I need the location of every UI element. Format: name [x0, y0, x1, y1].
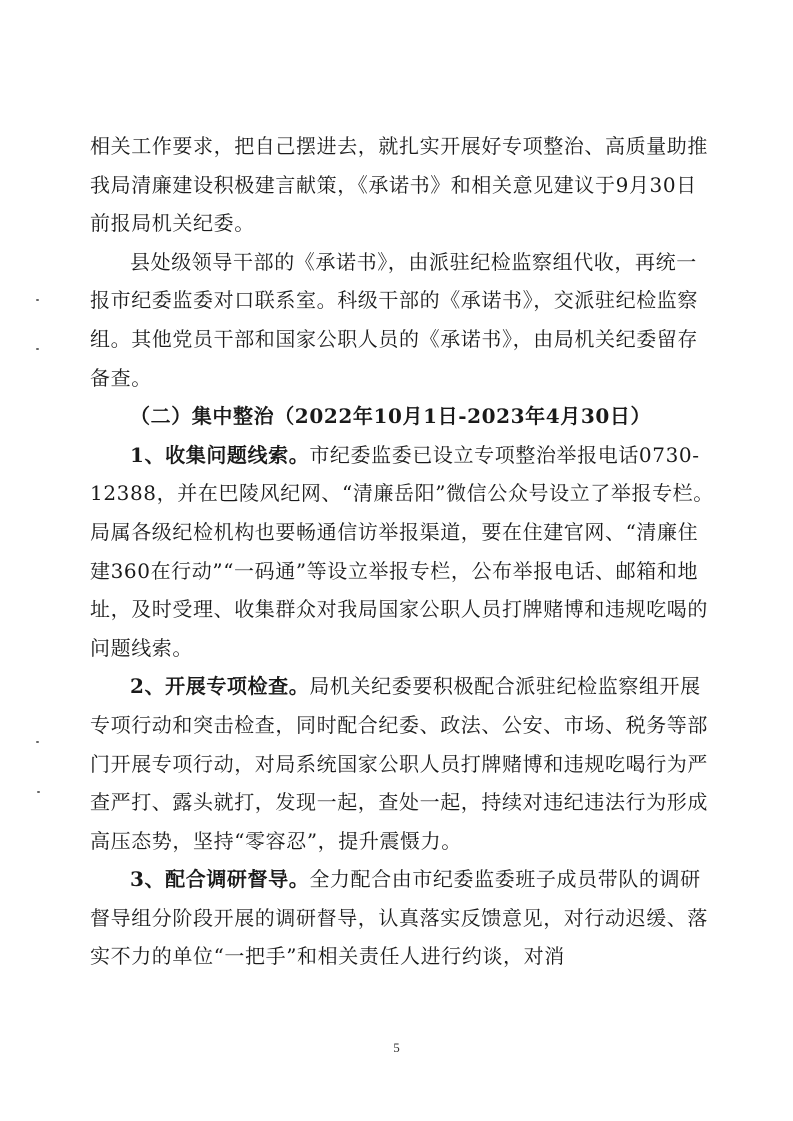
- paragraph-text: 县处级领导干部的《承诺书》，由派驻纪检监察组代收，再统一报市纪委监委对口联系室。科级干部的《承诺书》，交派驻纪检监察组。其他党员干部和国家公职人员的《承诺书》，由局机关纪委留存备查。: [90, 249, 698, 390]
- paragraph-text: 全力配合由市纪委监委班子成员带队的调研督导组分阶段开展的调研督导，认真落实反馈意见，对行动迟缓、落实不力的单位“一把手”和相关责任人进行约谈，对消: [90, 867, 708, 969]
- paragraph-research-supervision: [90, 860, 715, 976]
- scan-speck: [36, 348, 39, 350]
- paragraph-lead: 3、配合调研督导。: [130, 867, 310, 892]
- paragraph-text: 相关工作要求，把自己摆进去，就扎实开展好专项整治、高质量助推我局清廉建设积极建言献策，《承诺书》和相关意见建议于9月30日前报局机关纪委。: [90, 134, 708, 236]
- paragraph-text: 局机关纪委要积极配合派驻纪检监察组开展专项行动和突击检查，同时配合纪委、政法、公安、市场、税务等部门开展专项行动，对局系统国家公职人员打牌赌博和违规吃喝行为严查严打、露头就打，发现一起，查处一起，持续对违纪违法行为形成高压态势，坚持“零容忍”，提升震慑力。: [90, 674, 708, 853]
- page-number: 5: [393, 1040, 400, 1055]
- paragraph-continued: [90, 127, 715, 243]
- scan-speck: [36, 299, 39, 301]
- section-heading-text: （二）集中整治（2022年10月1日-2023年4月30日）: [130, 404, 652, 429]
- section-heading-centralized-rectification: [90, 397, 715, 436]
- paragraph-lead: 1、收集问题线索。: [130, 442, 310, 467]
- paragraph-commitment-submission: [90, 243, 715, 397]
- document-body: [90, 127, 715, 976]
- paragraph-collect-clues: [90, 436, 715, 668]
- paragraph-special-inspection: [90, 667, 715, 860]
- paragraph-text: 市纪委监委已设立专项整治举报电话0730-12388，并在巴陵风纪网、“清廉岳阳”微信公众号设立了举报专栏。局属各级纪检机构也要畅通信访举报渠道，要在住建官网、“清廉住建360在行动”“一码通”等设立举报专栏，公布举报电话、邮箱和地址，及时受理、收集群众对我局国家公职人员打牌赌博和违规吃喝的问题线索。: [90, 442, 714, 660]
- paragraph-lead: 2、开展专项检查。: [130, 674, 310, 699]
- scan-speck: [36, 741, 39, 743]
- scan-speck: [37, 791, 40, 793]
